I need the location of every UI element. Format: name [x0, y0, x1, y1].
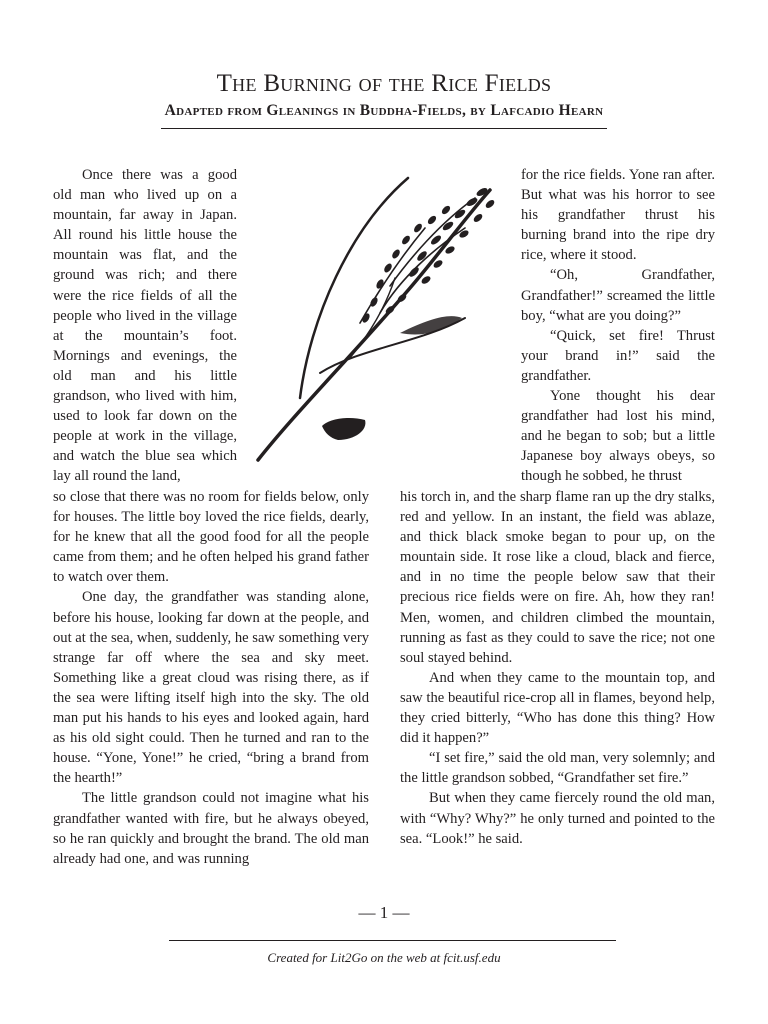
column-right-bottom — [400, 487, 715, 849]
rice-stalk-icon — [250, 168, 510, 468]
column-right-top — [521, 165, 715, 487]
paragraph: “I set fire,” said the old man, very solemnly; and the little grandson sobbed, “Grandfather set fire.” — [400, 750, 715, 787]
paragraph: And when they came to the mountain top, and saw the beautiful rice-crop all in flames, beyond help, they cried bitterly, “Who has done this thing? How did it happen?” — [400, 669, 715, 747]
footer-credit: Created for Lit2Go on the web at fcit.usf.edu — [267, 950, 501, 965]
page-title: The Burning of the Rice Fields — [216, 70, 552, 97]
column-left-top — [53, 165, 237, 487]
page-subtitle: Adapted from Gleanings in Buddha-Fields, by Lafcadio Hearn — [164, 102, 604, 119]
paragraph: Yone thought his dear grandfather had lost his mind, and he began to sob; but a little Japanese boy always obeys, so though he sobbed, he thrust — [521, 388, 715, 485]
paragraph: But when they came fiercely round the old man, with “Why? Why?” he only turned and pointed to the sea. “Look!” he said. — [400, 790, 715, 847]
column-left-bottom — [53, 487, 369, 869]
paragraph: One day, the grandfather was standing alone, before his house, looking far down at the people, and out at the sea, when, suddenly, he saw something very strange far off where the sea and sky meet. Something like a great cloud was rising there, as if the sea were lifting itself high into the sky. The old man put his hands to his eyes and looked again, hard as his old sight could. Then he turned and ran to the house. “Yone, Yone!” he cried, “bring a brand from the hearth!” — [53, 589, 369, 787]
paragraph: so close that there was no room for fields below, only for houses. The little boy loved the rice fields, dearly, for he knew that all the good food for all the people came from them; and he often helped his grand father to watch over them. — [53, 489, 369, 586]
paragraph: his torch in, and the sharp flame ran up the dry stalks, red and yellow. In an instant, the field was ablaze, and thick black smoke began to pour up, on the mountain side. It rose like a cloud, black and fierce, and in no time the people below saw that their precious rice fields were on fire. Ah, how they ran! Men, women, and children climbed the mountain, running as fast as they could to save the rice; not one soul stayed behind. — [400, 489, 715, 666]
header-rule — [161, 128, 607, 129]
paragraph: The little grandson could not imagine what his grandfather wanted with fire, but he always obeyed, so he ran quickly and brought the brand. The old man already had one, and was running — [53, 790, 369, 867]
paragraph: “Quick, set fire! Thrust your brand in!” said the grandfather. — [521, 327, 715, 384]
footer-rule — [169, 940, 616, 941]
paragraph: for the rice fields. Yone ran after. But what was his horror to see his grandfather thrust his burning brand into the ripe dry rice, where it stood. — [521, 167, 715, 264]
page-number: — 1 — — [358, 903, 410, 922]
paragraph: Once there was a good old man who lived up on a mountain, far away in Japan. All round his little house the mountain was flat, and the ground was rich; and there were the rice fields of all the people who lived in the village at the mountain’s foot. Mornings and evenings, the old man and his little grandson, who lived with him, used to look far down on the people at work in the village, and watch the blue sea which lay all round the land, — [53, 167, 237, 485]
paragraph: “Oh, Grandfather, Grandfather!” screamed the little boy, “what are you doing?” — [521, 267, 715, 324]
